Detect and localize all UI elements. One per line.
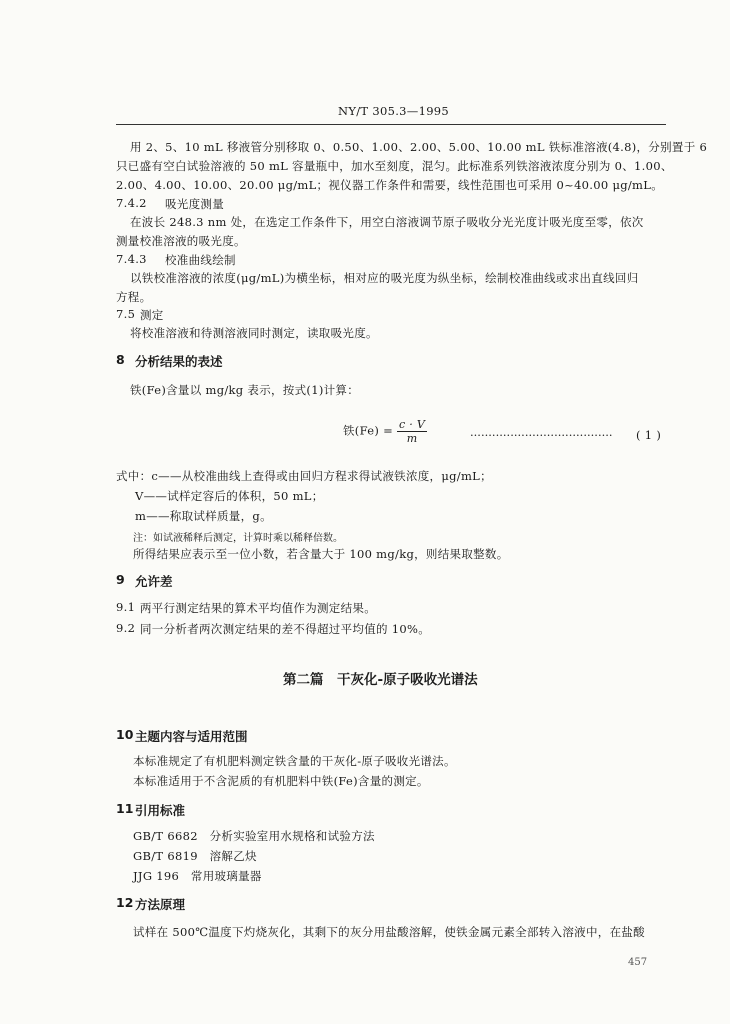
section-number: 10 xyxy=(116,727,134,742)
formula-lhs: 铁(Fe) = xyxy=(343,423,394,438)
where-line: m——称取试样质量，g。 xyxy=(135,509,272,523)
section-title: 测定 xyxy=(140,308,164,322)
paragraph-line: 两平行测定结果的算术平均值作为测定结果。 xyxy=(140,601,376,615)
section-title: 校准曲线绘制 xyxy=(165,253,236,267)
section-number: 12 xyxy=(116,895,134,910)
section-title: 引用标准 xyxy=(135,803,186,818)
note: 注：如试液稀释后测定，计算时乘以稀释倍数。 xyxy=(133,533,343,544)
paragraph-line: 以铁校准溶液的浓度(μg/mL)为横坐标，相对应的吸光度为纵坐标，绘制校准曲线或求出直线回归 xyxy=(130,271,639,285)
section-number: 9.2 xyxy=(116,621,136,635)
paragraph-line: 只已盛有空白试验溶液的 50 mL 容量瓶中，加水至刻度，混匀。此标准系列铁溶液浓度分别为 0、1.00、 xyxy=(116,159,673,173)
formula xyxy=(343,418,427,445)
section-title: 方法原理 xyxy=(135,897,186,912)
formula-leader-dots: ······································· xyxy=(470,428,613,442)
paragraph-line: 本标准规定了有机肥料测定铁含量的干灰化-原子吸收光谱法。 xyxy=(133,754,456,768)
paragraph-line: 方程。 xyxy=(116,290,152,304)
paragraph-line: 测量校准溶液的吸光度。 xyxy=(116,234,246,248)
paragraph-line: 用 2、5、10 mL 移液管分别移取 0、0.50、1.00、2.00、5.00、10.00 mL 铁标准溶液(4.8)，分别置于 6 xyxy=(130,140,708,154)
section-number: 11 xyxy=(116,801,134,816)
formula-tag: ( 1 ) xyxy=(636,428,662,442)
section-title: 吸光度测量 xyxy=(165,197,224,211)
section-title: 允许差 xyxy=(135,574,173,589)
paragraph-line: 将校准溶液和待测溶液同时测定，读取吸光度。 xyxy=(130,326,378,340)
paragraph-line: 所得结果应表示至一位小数，若含量大于 100 mg/kg，则结果取整数。 xyxy=(133,547,509,561)
paragraph-line: 同一分析者两次测定结果的差不得超过平均值的 10%。 xyxy=(140,622,431,636)
paragraph-line: 试样在 500℃温度下灼烧灰化，其剩下的灰分用盐酸溶解，使铁金属元素全部转入溶液中，在盐酸 xyxy=(133,925,645,939)
paragraph-line: 本标准适用于不含泥质的有机肥料中铁(Fe)含量的测定。 xyxy=(133,774,429,788)
reference-item: JJG 196 常用玻璃量器 xyxy=(133,869,262,883)
paragraph-line: 2.00、4.00、10.00、20.00 μg/mL；视仪器工作条件和需要，线性范围也可采用 0~40.00 μg/mL。 xyxy=(116,178,663,192)
reference-item: GB/T 6682 分析实验室用水规格和试验方法 xyxy=(133,829,375,843)
reference-item: GB/T 6819 溶解乙炔 xyxy=(133,849,257,863)
page-number: 457 xyxy=(628,957,648,968)
header-rule xyxy=(116,124,666,125)
formula-fraction xyxy=(397,418,427,445)
part-title: 第二篇 干灰化-原子吸收光谱法 xyxy=(283,672,478,688)
formula-numerator: c · V xyxy=(399,418,426,431)
section-number: 7.4.3 xyxy=(116,252,147,266)
where-line: V——试样定容后的体积，50 mL； xyxy=(135,489,324,503)
section-number: 7.4.2 xyxy=(116,196,147,210)
standard-number: NY/T 305.3—1995 xyxy=(338,104,450,118)
section-number: 7.5 xyxy=(116,307,136,321)
section-number: 8 xyxy=(116,352,125,367)
section-title: 分析结果的表述 xyxy=(135,354,223,369)
where-line: 式中：c——从校准曲线上查得或由回归方程求得试液铁浓度，μg/mL； xyxy=(116,469,492,483)
formula-denominator: m xyxy=(406,432,418,445)
paragraph-line: 在波长 248.3 nm 处，在选定工作条件下，用空白溶液调节原子吸收分光光度计吸光度至零，依次 xyxy=(130,215,644,229)
section-title: 主题内容与适用范围 xyxy=(135,729,248,744)
paragraph-line: 铁(Fe)含量以 mg/kg 表示，按式(1)计算： xyxy=(130,383,359,397)
section-number: 9 xyxy=(116,572,125,587)
section-number: 9.1 xyxy=(116,600,136,614)
